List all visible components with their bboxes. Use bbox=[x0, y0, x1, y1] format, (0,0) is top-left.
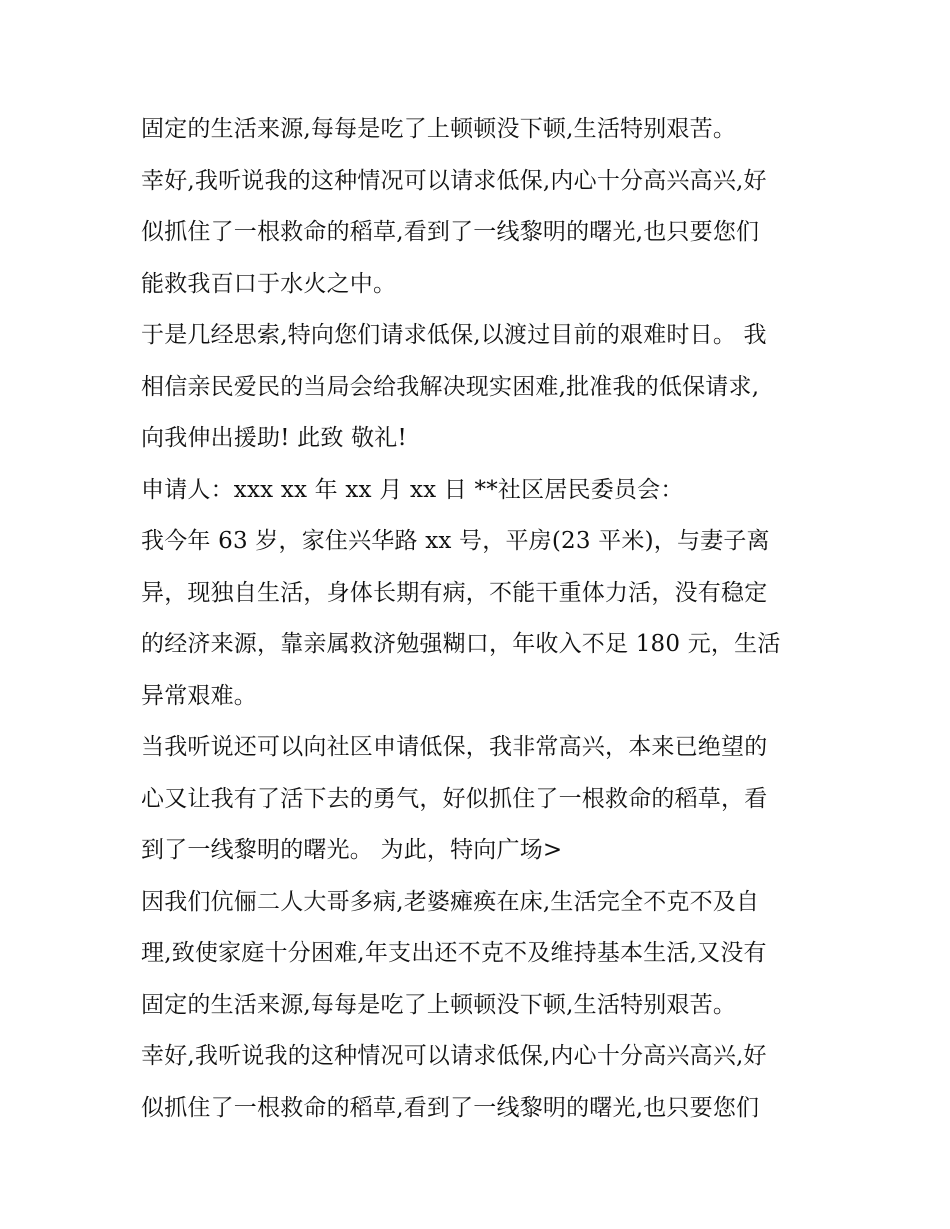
text-line: 到了一线黎明的曙光。 为此，特向广场> bbox=[141, 837, 563, 863]
text-line: 固定的生活来源,每每是吃了上顿顿没下顿,生活特别艰苦。 bbox=[141, 991, 737, 1018]
text-line: 理,致使家庭十分困难,年支出还不克不及维持基本生活,又没有 bbox=[141, 940, 767, 966]
applicant-line: 申请人：xxx xx 年 xx 月 xx 日 **社区居民委员会： bbox=[141, 476, 684, 503]
text-line: 当我听说还可以向社区申请低保，我非常高兴，本来已绝望的 bbox=[141, 734, 768, 760]
text-line: 幸好,我听说我的这种情况可以请求低保,内心十分高兴高兴,好 bbox=[141, 1043, 767, 1069]
text-line: 的经济来源，靠亲属救济勉强糊口，年收入不足 180 元，生活 bbox=[141, 631, 781, 657]
text-line: 似抓住了一根救命的稻草,看到了一线黎明的曙光,也只要您们 bbox=[141, 1094, 760, 1121]
text-line: 异常艰难。 bbox=[141, 682, 257, 709]
text-line: 于是几经思索,特向您们请求低保,以渡过目前的艰难时日。 我 bbox=[141, 322, 767, 348]
text-line: 异，现独自生活，身体长期有病，不能干重体力活，没有稳定 bbox=[141, 579, 768, 606]
text-line: 因我们伉俪二人大哥多病,老婆瘫痪在床,生活完全不克不及自 bbox=[141, 888, 760, 915]
text-line: 能救我百口于水火之中。 bbox=[141, 270, 397, 297]
text-line: 似抓住了一根救命的稻草,看到了一线黎明的曙光,也只要您们 bbox=[141, 219, 760, 245]
text-line: 向我伸出援助! 此致 敬礼! bbox=[141, 425, 407, 451]
document-body bbox=[141, 104, 821, 1134]
text-line: 幸好,我听说我的这种情况可以请求低保,内心十分高兴高兴,好 bbox=[141, 167, 767, 194]
text-line: 固定的生活来源,每每是吃了上顿顿没下顿,生活特别艰苦。 bbox=[141, 116, 737, 142]
text-line: 我今年 63 岁，家住兴华路 xx 号，平房(23 平米)，与妻子离 bbox=[141, 528, 770, 554]
text-line: 心又让我有了活下去的勇气，好似抓住了一根救命的稻草，看 bbox=[141, 785, 768, 812]
text-line: 相信亲民爱民的当局会给我解决现实困难,批准我的低保请求, bbox=[141, 373, 760, 400]
